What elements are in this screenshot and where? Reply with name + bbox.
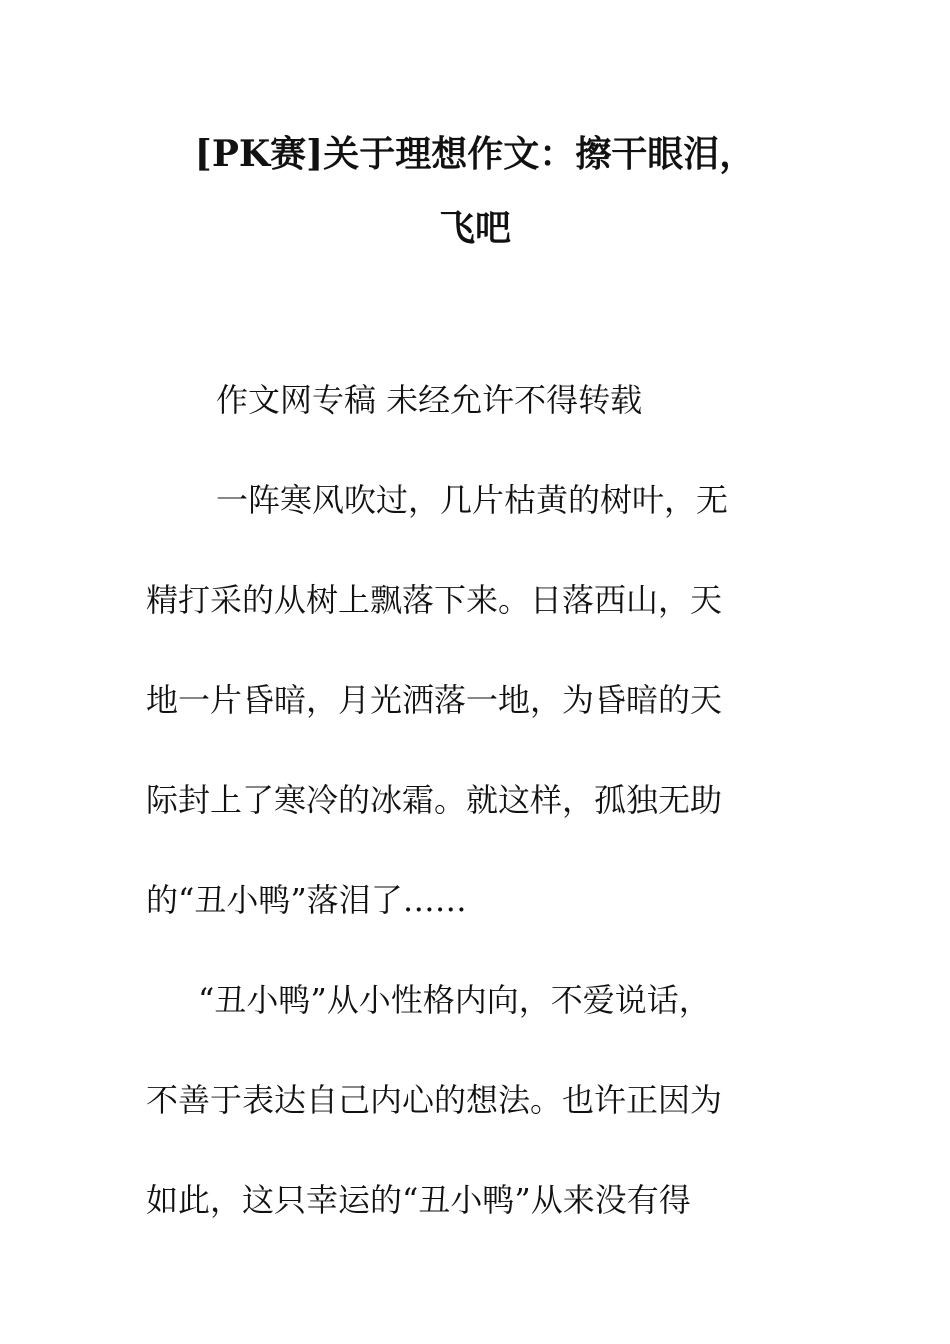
paragraph-1-line-2: 精打采的从树上飘落下来。日落西山，天 <box>146 581 723 619</box>
paragraph-1-line-5: 的“丑小鸭”落泪了…… <box>146 881 467 919</box>
source-note: 作文网专稿 未经允许不得转载 <box>216 381 643 419</box>
paragraph-1-line-3: 地一片昏暗，月光洒落一地，为昏暗的天 <box>146 681 723 719</box>
paragraph-2-line-1: “丑小鸭”从小性格内向，不爱说话， <box>198 981 711 1019</box>
paragraph-2-line-3: 如此，这只幸运的“丑小鸭”从来没有得 <box>146 1181 691 1219</box>
paragraph-1-line-4: 际封上了寒冷的冰霜。就这样，孤独无助 <box>146 781 723 819</box>
paragraph-1-line-1: 一阵寒风吹过，几片枯黄的树叶，无 <box>216 481 729 519</box>
document-title-line-1: [PK赛]关于理想作文：擦干眼泪， <box>194 133 756 175</box>
document-title-line-2: 飞吧 <box>438 207 511 249</box>
paragraph-2-line-2: 不善于表达自己内心的想法。也许正因为 <box>146 1081 723 1119</box>
